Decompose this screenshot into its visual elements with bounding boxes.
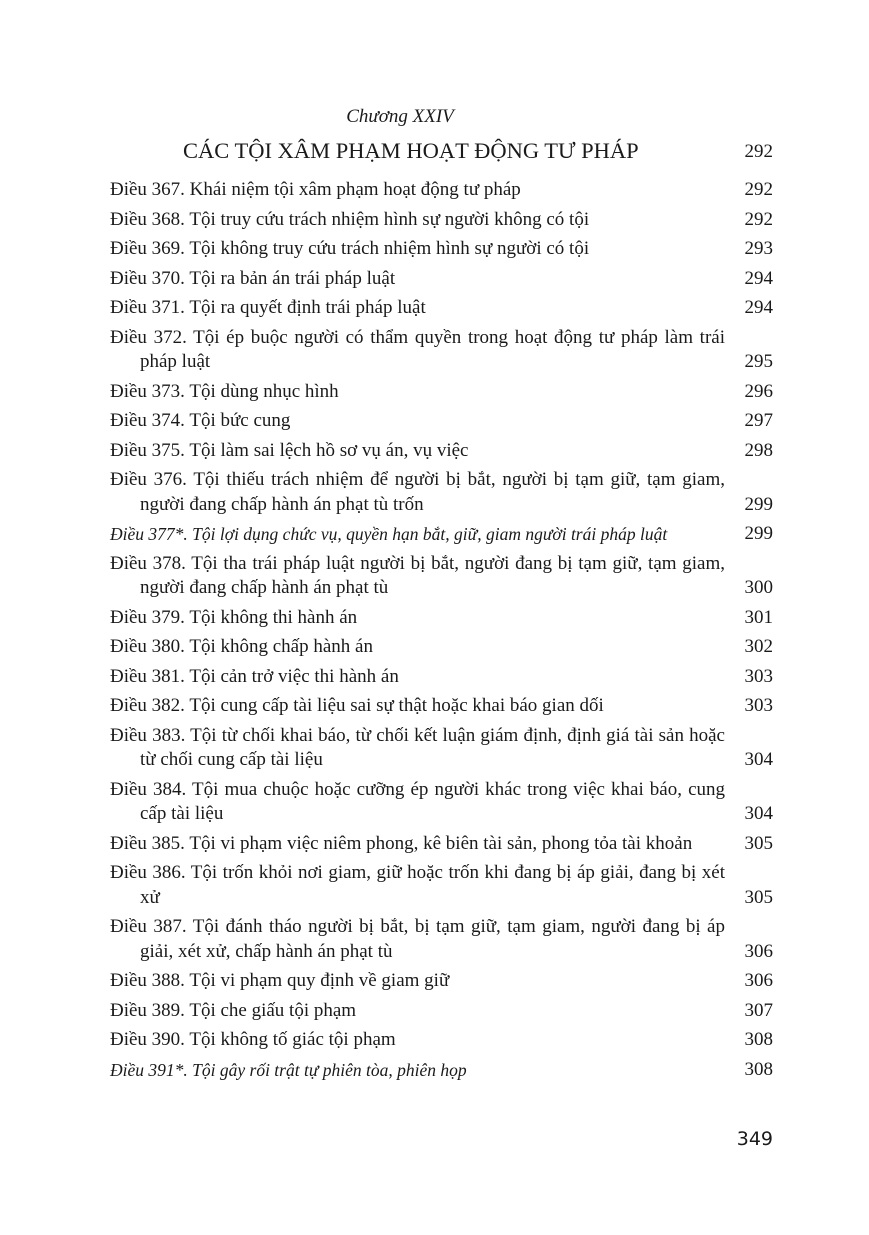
toc-entry-title: Điều 386. Tội trốn khỏi nơi giam, giữ hoặc trốn khi đang bị áp giải, đang bị xét xử bbox=[110, 862, 725, 908]
toc-entry-title: Điều 385. Tội vi phạm việc niêm phong, kê biên tài sản, phong tỏa tài khoản bbox=[110, 832, 693, 854]
toc-entry-title: Điều 370. Tội ra bản án trái pháp luật bbox=[110, 267, 396, 289]
toc-entry-page: 302 bbox=[744, 636, 773, 657]
toc-entry-page: 295 bbox=[744, 351, 773, 372]
toc-entry-title: Điều 372. Tội ép buộc người có thẩm quyền trong hoạt động tư pháp làm trái pháp luật bbox=[110, 326, 725, 372]
toc-entry-page: 308 bbox=[744, 1058, 773, 1080]
toc-entry bbox=[110, 326, 773, 375]
toc-entry bbox=[110, 267, 773, 292]
toc-entry bbox=[110, 1058, 773, 1083]
toc-entry-title: Điều 387. Tội đánh tháo người bị bắt, bị tạm giữ, tạm giam, người đang bị áp giải, xét xử, chấp hành án phạt tù bbox=[110, 916, 725, 962]
toc-entry-title: Điều 390. Tội không tố giác tội phạm bbox=[110, 1029, 396, 1050]
toc-entry bbox=[110, 296, 773, 321]
toc-entry bbox=[110, 999, 773, 1024]
toc-entry-title: Điều 376. Tội thiếu trách nhiệm để người bị bắt, người bị tạm giữ, tạm giam, người đang chấp hành án phạt tù trốn bbox=[110, 469, 725, 515]
toc-entry-page: 292 bbox=[744, 208, 773, 230]
table-of-contents bbox=[110, 178, 773, 1087]
toc-entry-title: Điều 374. Tội bức cung bbox=[110, 410, 291, 431]
toc-entry bbox=[110, 409, 773, 434]
toc-entry-page: 293 bbox=[744, 238, 773, 259]
toc-entry bbox=[110, 832, 773, 857]
toc-entry bbox=[110, 439, 773, 464]
toc-entry bbox=[110, 969, 773, 994]
toc-entry-page: 305 bbox=[744, 832, 773, 854]
toc-entry-title: Điều 375. Tội làm sai lệch hồ sơ vụ án, vụ việc bbox=[110, 439, 469, 461]
toc-entry bbox=[110, 178, 773, 203]
toc-entry-page: 292 bbox=[744, 179, 773, 200]
toc-entry-title: Điều 368. Tội truy cứu trách nhiệm hình sự người không có tội bbox=[110, 208, 590, 230]
toc-entry-page: 307 bbox=[744, 999, 773, 1021]
toc-entry bbox=[110, 380, 773, 405]
toc-entry-page: 299 bbox=[744, 523, 773, 544]
toc-entry-page: 299 bbox=[744, 493, 773, 515]
toc-entry-page: 294 bbox=[744, 267, 773, 289]
toc-entry bbox=[110, 1028, 773, 1053]
toc-entry-title: Điều 377*. Tội lợi dụng chức vụ, quyền hạn bắt, giữ, giam người trái pháp luật bbox=[110, 524, 668, 544]
toc-entry-page: 301 bbox=[744, 606, 773, 628]
toc-entry-title: Điều 369. Tội không truy cứu trách nhiệm hình sự người có tội bbox=[110, 238, 590, 259]
chapter-label: Chương XXIV bbox=[346, 106, 454, 127]
toc-entry-title: Điều 380. Tội không chấp hành án bbox=[110, 636, 373, 657]
chapter-page-number: 292 bbox=[744, 141, 773, 162]
toc-entry-title: Điều 378. Tội tha trái pháp luật người bị bắt, người đang bị tạm giữ, tạm giam, người đang chấp hành án phạt tù bbox=[110, 552, 725, 598]
toc-entry-title: Điều 379. Tội không thi hành án bbox=[110, 606, 358, 628]
toc-entry-page: 308 bbox=[744, 1029, 773, 1050]
toc-entry-title: Điều 371. Tội ra quyết định trái pháp luật bbox=[110, 297, 426, 318]
toc-entry bbox=[110, 665, 773, 690]
toc-entry-page: 304 bbox=[744, 749, 773, 770]
toc-entry bbox=[110, 724, 773, 773]
toc-entry-title: Điều 373. Tội dùng nhục hình bbox=[110, 380, 339, 402]
toc-entry-page: 296 bbox=[744, 380, 773, 402]
toc-entry-title: Điều 383. Tội từ chối khai báo, từ chối kết luận giám định, định giá tài sản hoặc từ chối cung cấp tài liệu bbox=[110, 724, 725, 770]
toc-entry bbox=[110, 208, 773, 233]
chapter-title: CÁC TỘI XÂM PHẠM HOẠT ĐỘNG TƯ PHÁP bbox=[183, 138, 639, 163]
toc-entry bbox=[110, 915, 773, 964]
toc-entry bbox=[110, 778, 773, 827]
toc-entry-title: Điều 389. Tội che giấu tội phạm bbox=[110, 999, 357, 1021]
toc-entry-title: Điều 381. Tội cản trở việc thi hành án bbox=[110, 665, 399, 687]
toc-entry bbox=[110, 522, 773, 547]
toc-entry bbox=[110, 468, 773, 517]
page-number: 349 bbox=[736, 1128, 773, 1150]
toc-entry-title: Điều 382. Tội cung cấp tài liệu sai sự thật hoặc khai báo gian dối bbox=[110, 695, 604, 716]
toc-entry bbox=[110, 694, 773, 719]
toc-entry bbox=[110, 606, 773, 631]
toc-entry bbox=[110, 552, 773, 601]
toc-entry-page: 297 bbox=[744, 410, 773, 431]
toc-entry bbox=[110, 237, 773, 262]
toc-entry-page: 300 bbox=[744, 577, 773, 598]
toc-entry-page: 306 bbox=[744, 970, 773, 991]
toc-entry-page: 303 bbox=[744, 665, 773, 687]
toc-entry-page: 305 bbox=[744, 886, 773, 908]
toc-entry-title: Điều 384. Tội mua chuộc hoặc cưỡng ép người khác trong việc khai báo, cung cấp tài liệu bbox=[110, 778, 725, 824]
toc-entry-title: Điều 391*. Tội gây rối trật tự phiên tòa, phiên họp bbox=[110, 1059, 467, 1080]
toc-entry-title: Điều 367. Khái niệm tội xâm phạm hoạt động tư pháp bbox=[110, 179, 521, 200]
toc-entry-page: 306 bbox=[744, 940, 773, 962]
toc-entry bbox=[110, 635, 773, 660]
toc-entry-page: 298 bbox=[744, 439, 773, 461]
toc-entry-page: 294 bbox=[744, 297, 773, 318]
toc-entry-page: 304 bbox=[744, 803, 773, 824]
toc-entry-page: 303 bbox=[744, 695, 773, 716]
toc-entry bbox=[110, 861, 773, 910]
toc-entry-title: Điều 388. Tội vi phạm quy định về giam giữ bbox=[110, 970, 450, 991]
